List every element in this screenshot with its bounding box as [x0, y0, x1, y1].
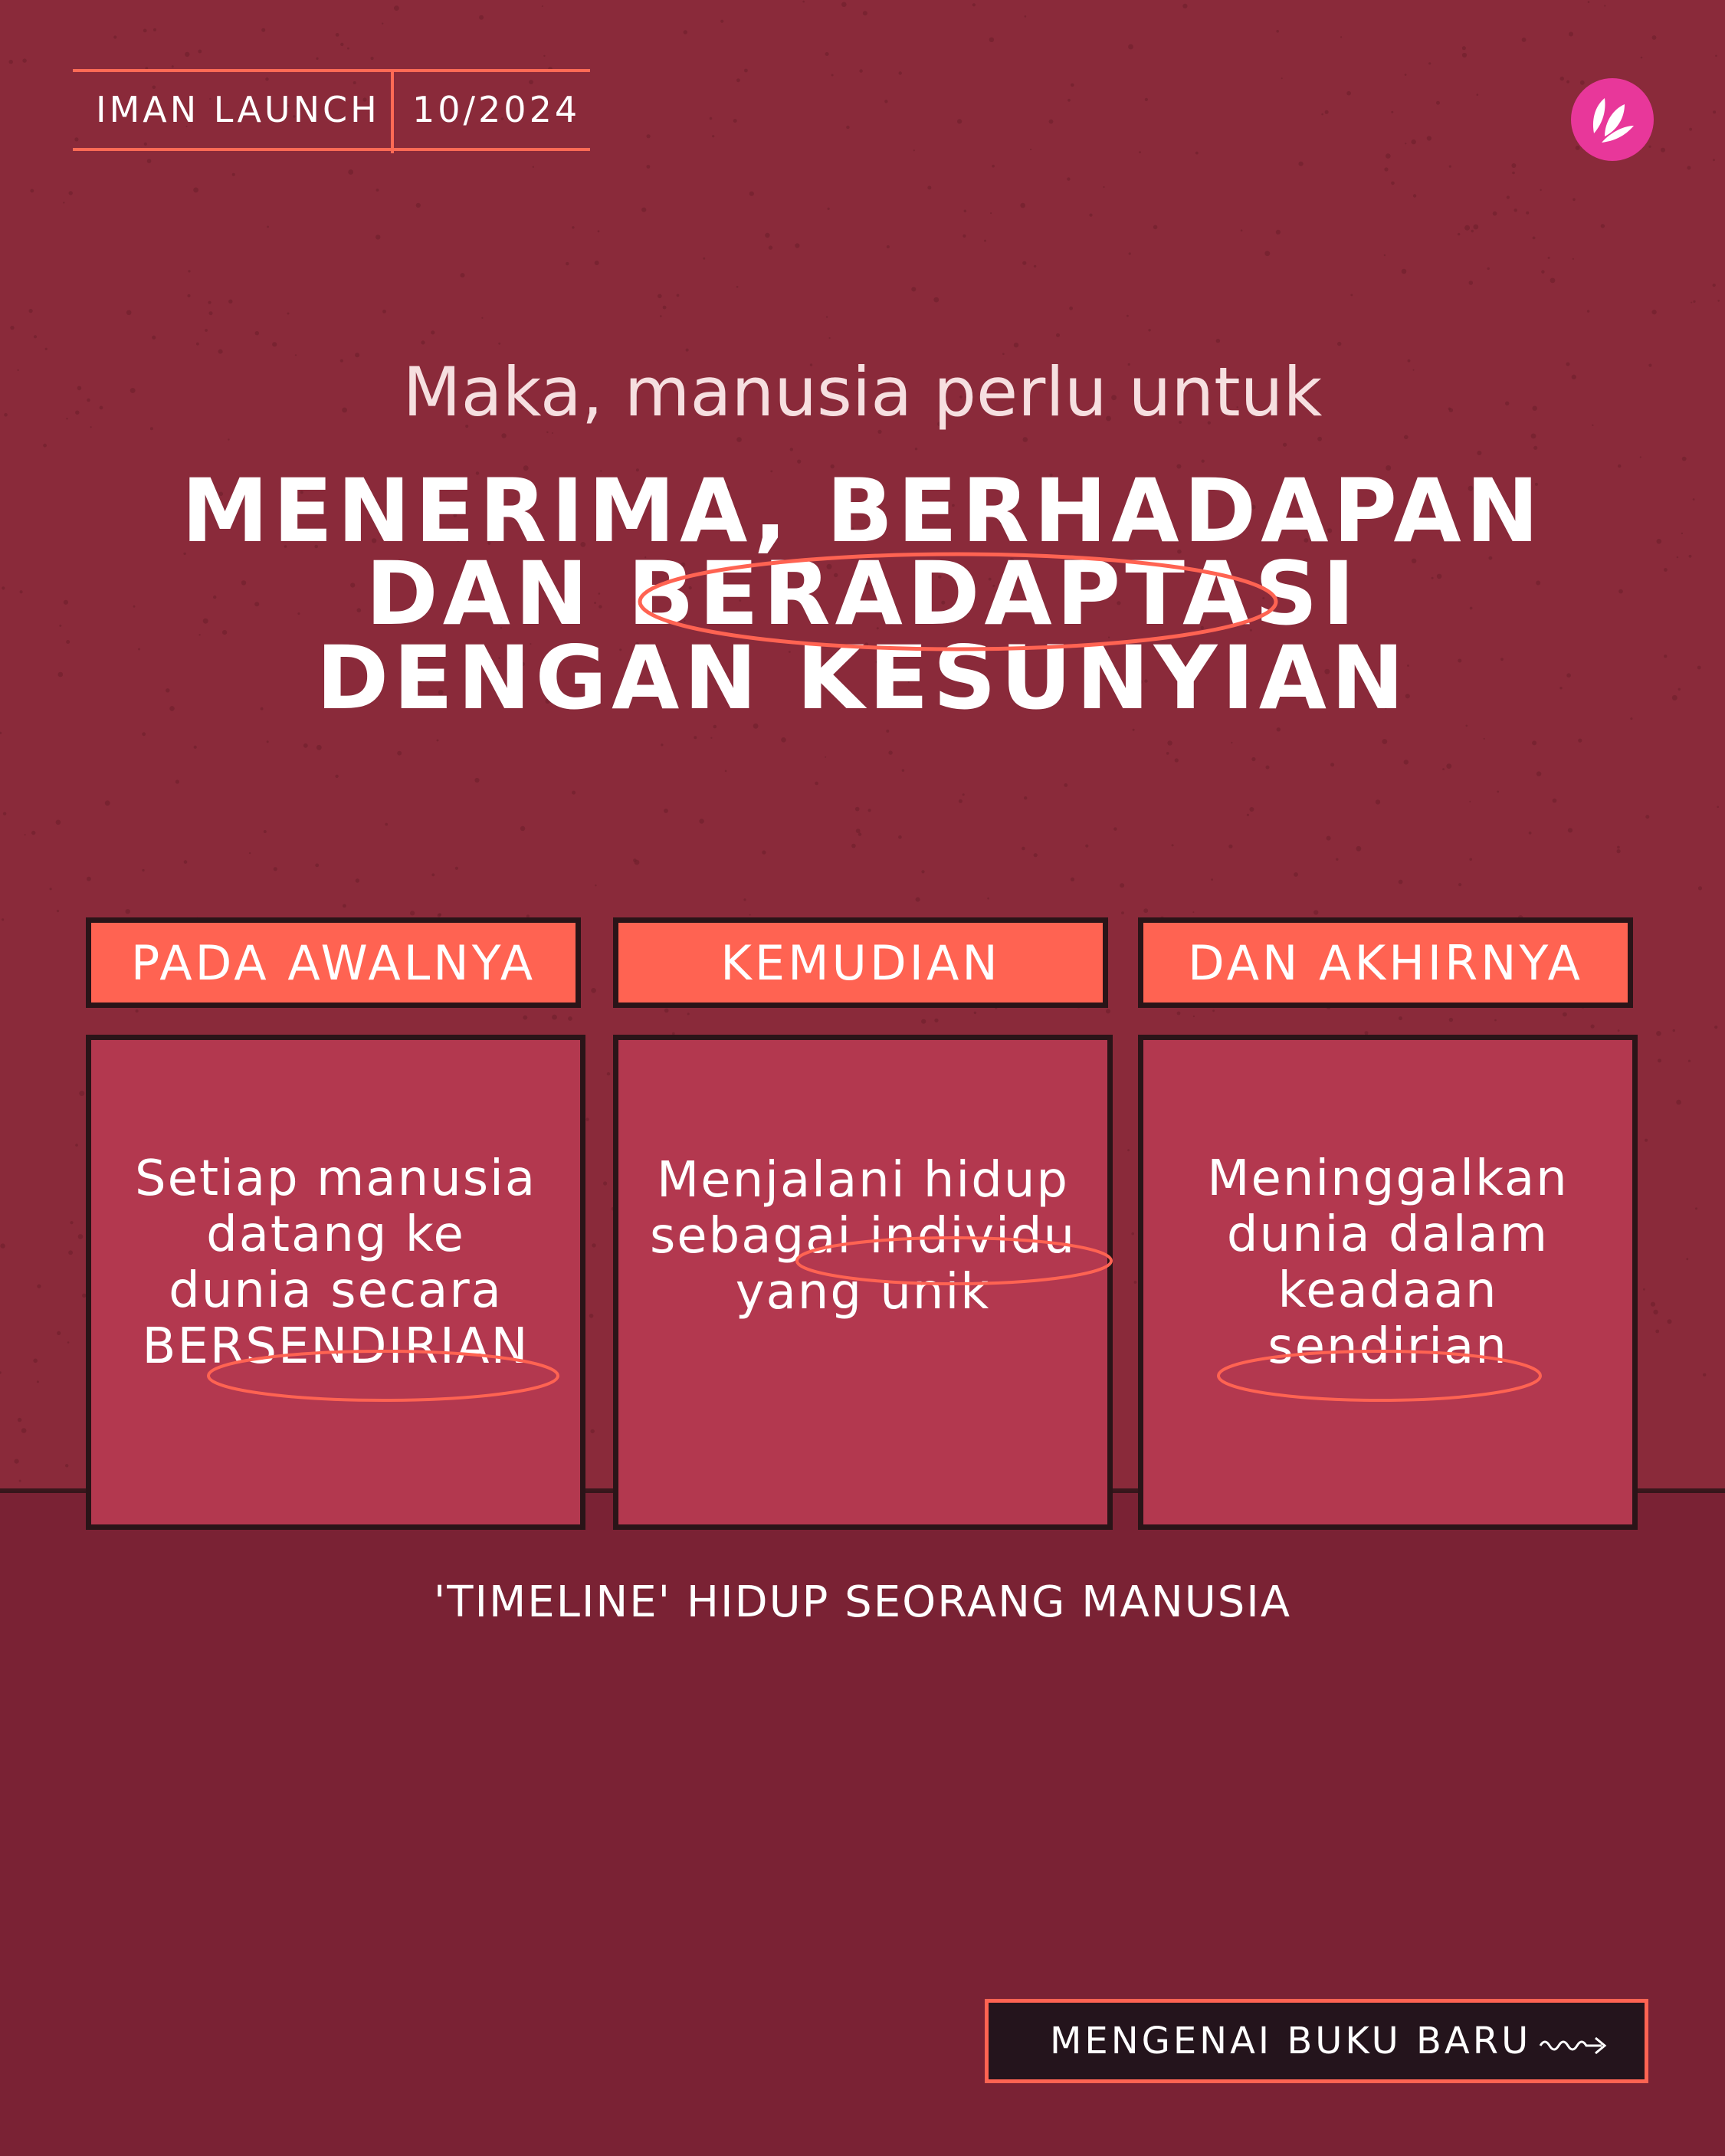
- card-1-emphasis-circle: [199, 1341, 567, 1410]
- timeline-label-2: KEMUDIAN: [613, 917, 1108, 1008]
- card-2-emphasis-circle: [789, 1230, 1119, 1291]
- emphasis-circle: [632, 544, 1284, 659]
- timeline-label-3: DAN AKHIRNYA: [1138, 917, 1633, 1008]
- card-1-line: dunia secara: [169, 1262, 503, 1319]
- tag-bottom-rule: [73, 148, 590, 151]
- headline-line-1: MENERIMA, BERHADAPAN: [181, 460, 1544, 562]
- date-label: 10/2024: [412, 89, 581, 130]
- card-3-line: Meninggalkan: [1207, 1150, 1569, 1207]
- card-1-line: Setiap manusia: [134, 1150, 537, 1207]
- timeline-label-1: PADA AWALNYA: [86, 917, 581, 1008]
- headline-prefix: DAN: [366, 543, 628, 645]
- tag-top-rule: [73, 69, 590, 72]
- headline-emphasis: BERADAPTASI: [628, 543, 1359, 645]
- card-3-line: sendirian: [1268, 1318, 1508, 1375]
- timeline-card-3: [1138, 1035, 1638, 1530]
- card-2-line: Menjalani hidup: [657, 1151, 1069, 1209]
- intro-text: Maka, manusia perlu untuk: [402, 353, 1323, 432]
- card-2-line: yang unik: [735, 1263, 991, 1321]
- leaf-logo-icon: [1571, 78, 1654, 161]
- headline-line-3: DENGAN KESUNYIAN: [316, 627, 1409, 729]
- card-1-line: datang ke: [206, 1206, 465, 1263]
- timeline-caption: 'TIMELINE' HIDUP SEORANG MANUSIA: [433, 1577, 1292, 1627]
- series-label: IMAN LAUNCH: [96, 89, 380, 130]
- timeline-card-1: [86, 1035, 585, 1530]
- tag-divider: [391, 71, 394, 153]
- cta-label: MENGENAI BUKU BARU: [1050, 2020, 1532, 2062]
- card-1-line: BERSENDIRIAN: [142, 1318, 530, 1375]
- card-2-line: sebagai individu: [649, 1207, 1077, 1265]
- card-3-line: keadaan: [1277, 1262, 1498, 1319]
- next-page-button[interactable]: [985, 1999, 1648, 2083]
- squiggle-arrow-icon: [1537, 2030, 1614, 2058]
- card-3-line: dunia dalam: [1226, 1206, 1550, 1263]
- card-3-emphasis-circle: [1211, 1341, 1548, 1410]
